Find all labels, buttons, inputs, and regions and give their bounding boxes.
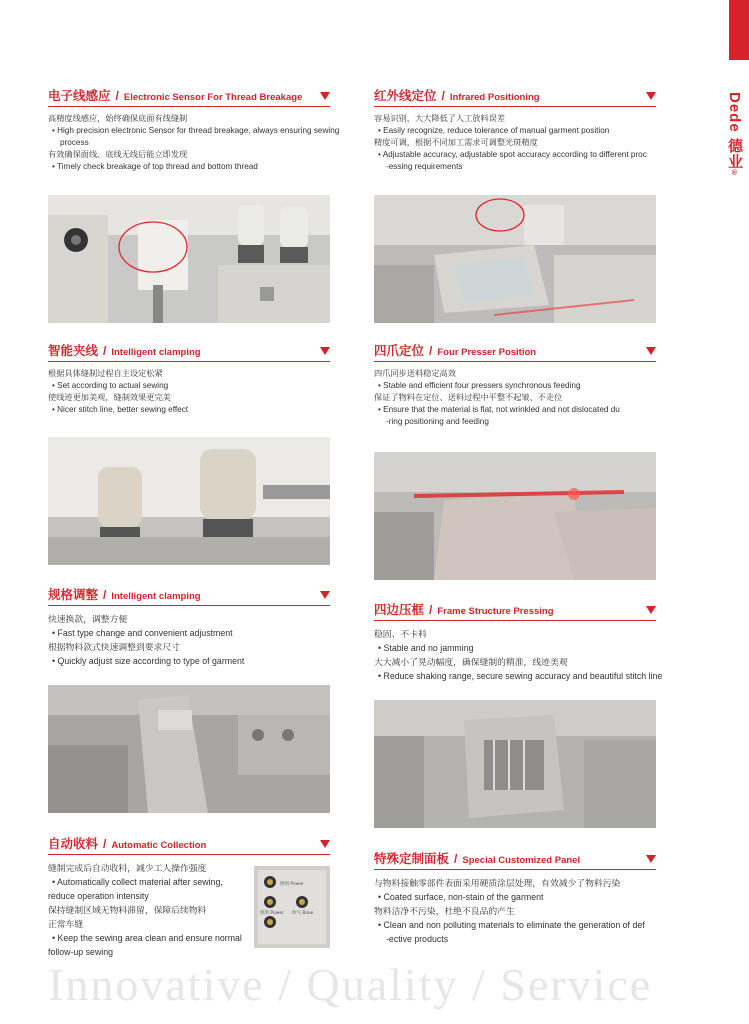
thread-clamp-photo	[48, 437, 330, 565]
section-title-zh: 自动收料	[48, 837, 99, 851]
section-header: 规格调整 / Intelligent clamping	[48, 585, 330, 606]
section-title-zh: 规格调整	[48, 588, 99, 602]
infrared-photo	[374, 195, 656, 323]
section-body: 稳固、不卡料 • Stable and no jamming 大大减小了晃动幅度，确保缝制的精准，线迹美观 • Reduce shaking range, secure sewing accuracy and beautiful stitch line	[374, 629, 663, 681]
triangle-down-icon	[646, 855, 656, 863]
section-title-en: Electronic Sensor For Thread Breakage	[123, 92, 303, 103]
panel-label: 照明 Power	[260, 911, 285, 916]
section-electronic-sensor	[48, 86, 340, 173]
section-body: 快速换款，调整方便 • Fast type change and convenient adjustment 根据物料款式快速调整到要求尺寸 • Quickly adjust size according to type of garment	[48, 614, 245, 666]
control-panel-photo	[254, 866, 330, 948]
triangle-down-icon	[320, 92, 330, 100]
section-title-zh: 红外线定位	[374, 89, 437, 103]
triangle-down-icon	[320, 840, 330, 848]
spec-adjust-photo	[48, 685, 330, 813]
footer-slogan: Innovative / Quality / Service	[48, 959, 653, 1010]
triangle-down-icon	[320, 347, 330, 355]
section-title-zh: 四爪定位	[374, 344, 425, 358]
section-header: 自动收料 / Automatic Collection	[48, 834, 330, 855]
section-spec-adjust	[48, 585, 330, 668]
section-header: 电子线感应 / Electronic Sensor For Thread Breakage	[48, 86, 330, 107]
section-body: 容易识别，大大降低了人工放料误差 • Easily recognize, reduce tolerance of manual garment position 精度可调，根据不同加工需求可调整光斑精度 • Adjustable accuracy, adjustable spot accuracy according to different proc -essing requirements	[374, 114, 647, 171]
section-infrared-positioning	[374, 86, 656, 173]
section-body: 四爪同步送料稳定高效 • Stable and efficient four pressers synchronous feeding 保证了物料在定位、送料过程中平整不起皱、不走位 • Ensure that the material is flat, not wrinkled and not dislocated du -ring positioning and feeding	[374, 369, 620, 426]
frame-pressing-photo	[374, 700, 656, 828]
panel-label: 照明 Power	[280, 882, 305, 887]
triangle-down-icon	[646, 606, 656, 614]
section-title-en: Frame Structure Pressing	[437, 606, 554, 617]
panel-label: 吹气 Blow	[292, 911, 314, 916]
triangle-down-icon	[646, 347, 656, 355]
section-header: 四爪定位 / Four Presser Position	[374, 341, 656, 362]
section-title-en: Four Presser Position	[437, 347, 537, 358]
section-title-en: Automatic Collection	[111, 840, 207, 851]
section-title-en: Intelligent clamping	[111, 347, 201, 358]
section-title-zh: 特殊定制面板	[374, 852, 450, 866]
section-title-en: Intelligent clamping	[111, 591, 201, 602]
sensor-photo	[48, 195, 330, 323]
red-corner-bar	[729, 0, 749, 60]
section-title-zh: 四边压框	[374, 603, 425, 617]
section-title-zh: 智能夹线	[48, 344, 99, 358]
section-intelligent-clamping	[48, 341, 330, 416]
section-body: 缝制完成后自动收料，减少工人操作强度 • Automatically collect material after sewing, reduce operation intensity 保持缝制区域无物料滞留，保障后续物料 正常车缝 • Keep the sewing area clean and ensure normal follow-up sewing	[48, 863, 242, 957]
triangle-down-icon	[646, 92, 656, 100]
section-header: 特殊定制面板 / Special Customized Panel	[374, 849, 656, 870]
section-special-panel	[374, 849, 656, 946]
section-header: 智能夹线 / Intelligent clamping	[48, 341, 330, 362]
section-header: 四边压框 / Frame Structure Pressing	[374, 600, 656, 621]
section-title-en: Infrared Positioning	[449, 92, 540, 103]
section-body: 根据具体缝制过程自主设定松紧 • Set according to actual sewing 使线迹更加美观，缝制效果更完美 • Nicer stitch line, better sewing effect	[48, 369, 189, 414]
brand-logo: Dede 德业®	[726, 92, 743, 178]
section-four-presser	[374, 341, 656, 428]
four-presser-photo	[374, 452, 656, 580]
section-title-en: Special Customized Panel	[462, 855, 581, 866]
section-body: 高精度线感应，始终确保底面有线缝制 • High precision electronic Sensor for thread breakage, always ensuring sewing process 有效确保面线、底线无线后能立即发现 • Timely check breakage of top thread and bottom thread	[48, 114, 340, 171]
section-title-zh: 电子线感应	[48, 89, 111, 103]
section-body: 与物料接触零部件表面采用硬质涂层处理，有效减少了物料污染 • Coated surface, non-stain of the garment 物料洁净不污染，杜绝不良品的产生 • Clean and non polluting materials to eliminate the generation of def -ective products	[374, 878, 645, 944]
triangle-down-icon	[320, 591, 330, 599]
section-frame-pressing	[374, 600, 663, 683]
section-header: 红外线定位 / Infrared Positioning	[374, 86, 656, 107]
